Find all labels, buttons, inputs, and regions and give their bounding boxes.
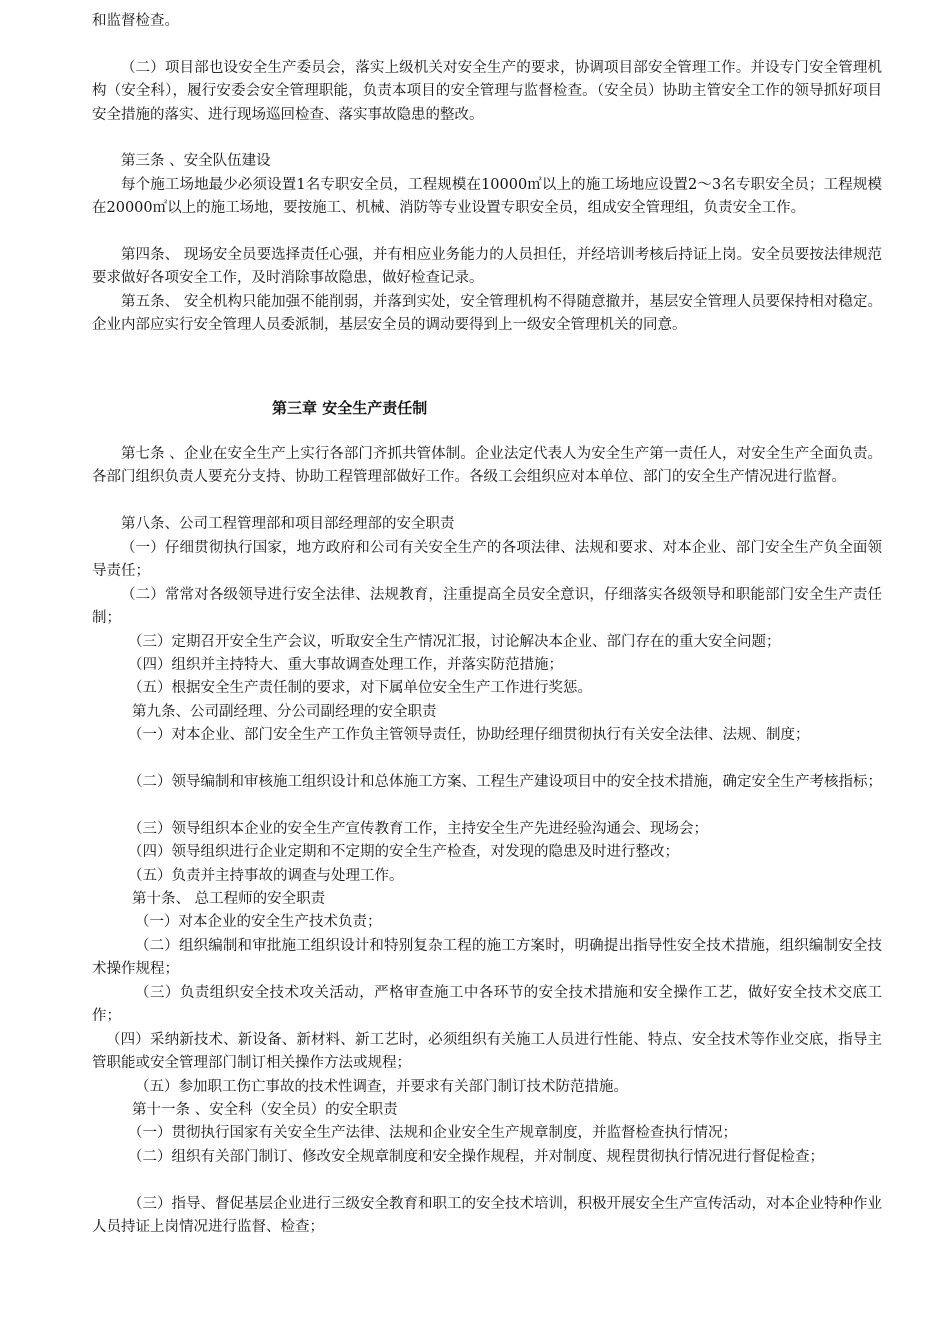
paragraph: （二）组织编制和审批施工组织设计和特别复杂工程的施工方案时，明确提出指导性安全技术措施，组织编制安全技术操作规程； bbox=[92, 938, 882, 978]
paragraph: （五）负责并主持事故的调查与处理工作。 bbox=[128, 868, 404, 884]
paragraph: 第八条、公司工程管理部和项目部经理部的安全职责 bbox=[121, 516, 455, 532]
paragraph: （三）负责组织安全技术攻关活动，严格审查施工中各环节的安全技术措施和安全操作工艺，做好安全技术交底工作； bbox=[92, 985, 882, 1025]
paragraph: （三）领导组织本企业的安全生产宣传教育工作，主持安全生产先进经验沟通会、现场会； bbox=[128, 821, 708, 837]
paragraph: 每个施工场地最少必须设置1名专职安全员，工程规模在10000㎡以上的施工场地应设置2～3名专职安全员；工程规模在20000㎡以上的施工场地，要按施工、机械、消防等专业设置专职安全员，组成安全管理组，负责安全工作。 bbox=[92, 177, 882, 217]
paragraph: 第十条、 总工程师的安全职责 bbox=[132, 891, 326, 907]
paragraph: 第三条 、安全队伍建设 bbox=[121, 153, 271, 169]
paragraph: 第十一条 、安全科（安全员）的安全职责 bbox=[132, 1102, 398, 1118]
paragraph: （四）采纳新技术、新设备、新材料、新工艺时，必须组织有关施工人员进行性能、特点、安全技术等作业交底，指导主管职能或安全管理部门制订相关操作方法或规程； bbox=[92, 1032, 882, 1072]
chapter-title: 第三章 安全生产责任制 bbox=[272, 399, 428, 417]
paragraph: 和监督检查。 bbox=[92, 13, 179, 29]
paragraph: 第七条 、企业在安全生产上实行各部门齐抓共管体制。企业法定代表人为安全生产第一责任人，对安全生产全面负责。各部门组织负责人要充分支持、协助工程管理部做好工作。各级工会组织应对本单位、部门的安全生产情况进行监督。 bbox=[92, 446, 882, 486]
paragraph: （三）指导、督促基层企业进行三级安全教育和职工的安全技术培训，积极开展安全生产宣传活动，对本企业特种作业人员持证上岗情况进行监督、检查； bbox=[92, 1196, 882, 1236]
paragraph: （五）根据安全生产责任制的要求，对下属单位安全生产工作进行奖惩。 bbox=[128, 680, 592, 696]
paragraph: （五）参加职工伤亡事故的技术性调查，并要求有关部门制订技术防范措施。 bbox=[135, 1079, 628, 1095]
paragraph: （二）项目部也设安全生产委员会，落实上级机关对安全生产的要求，协调项目部安全管理工作。并设专门安全管理机构（安全科），履行安委会安全管理职能，负责本项目的安全管理与监督检查。（安全员）协助主管安全工作的领导抓好项目安全措施的落实、进行现场巡回检查、落实事故隐患的整改。 bbox=[92, 60, 882, 123]
paragraph: （一）对本企业、部门安全生产工作负主管领导责任，协助经理仔细贯彻执行有关安全法律、法规、制度； bbox=[128, 727, 810, 743]
paragraph: （一）对本企业的安全生产技术负责； bbox=[135, 914, 382, 930]
paragraph: （一）贯彻执行国家有关安全生产法律、法规和企业安全生产规章制度，并监督检查执行情况； bbox=[128, 1125, 737, 1141]
paragraph: （二）领导编制和审核施工组织设计和总体施工方案、工程生产建设项目中的安全技术措施，确定安全生产考核指标； bbox=[128, 774, 882, 790]
paragraph: （二）常常对各级领导进行安全法律、法规教育，注重提高全员安全意识，仔细落实各级领导和职能部门安全生产责任制； bbox=[92, 587, 882, 627]
paragraph: （四）组织并主持特大、重大事故调查处理工作，并落实防范措施； bbox=[128, 657, 563, 673]
paragraph: （一）仔细贯彻执行国家，地方政府和公司有关安全生产的各项法律、法规和要求、对本企业、部门安全生产负全面领导责任； bbox=[92, 540, 882, 580]
paragraph: 第五条、 安全机构只能加强不能削弱，并落到实处，安全管理机构不得随意撤并，基层安全管理人员要保持相对稳定。企业内部应实行安全管理人员委派制，基层安全员的调动要得到上一级安全管理机关的同意。 bbox=[92, 294, 882, 334]
paragraph: （三）定期召开安全生产会议，听取安全生产情况汇报，讨论解决本企业、部门存在的重大安全问题； bbox=[128, 634, 781, 650]
paragraph: （二）组织有关部门制订、修改安全规章制度和安全操作规程，并对制度、规程贯彻执行情况进行督促检查； bbox=[128, 1149, 824, 1165]
paragraph: 第四条、 现场安全员要选择责任心强，并有相应业务能力的人员担任，并经培训考核后持证上岗。安全员要按法律规范要求做好各项安全工作，及时消除事故隐患，做好检查记录。 bbox=[92, 247, 882, 287]
paragraph: 第九条、公司副经理、分公司副经理的安全职责 bbox=[132, 704, 437, 720]
paragraph: （四）领导组织进行企业定期和不定期的安全生产检查，对发现的隐患及时进行整改； bbox=[128, 844, 679, 860]
